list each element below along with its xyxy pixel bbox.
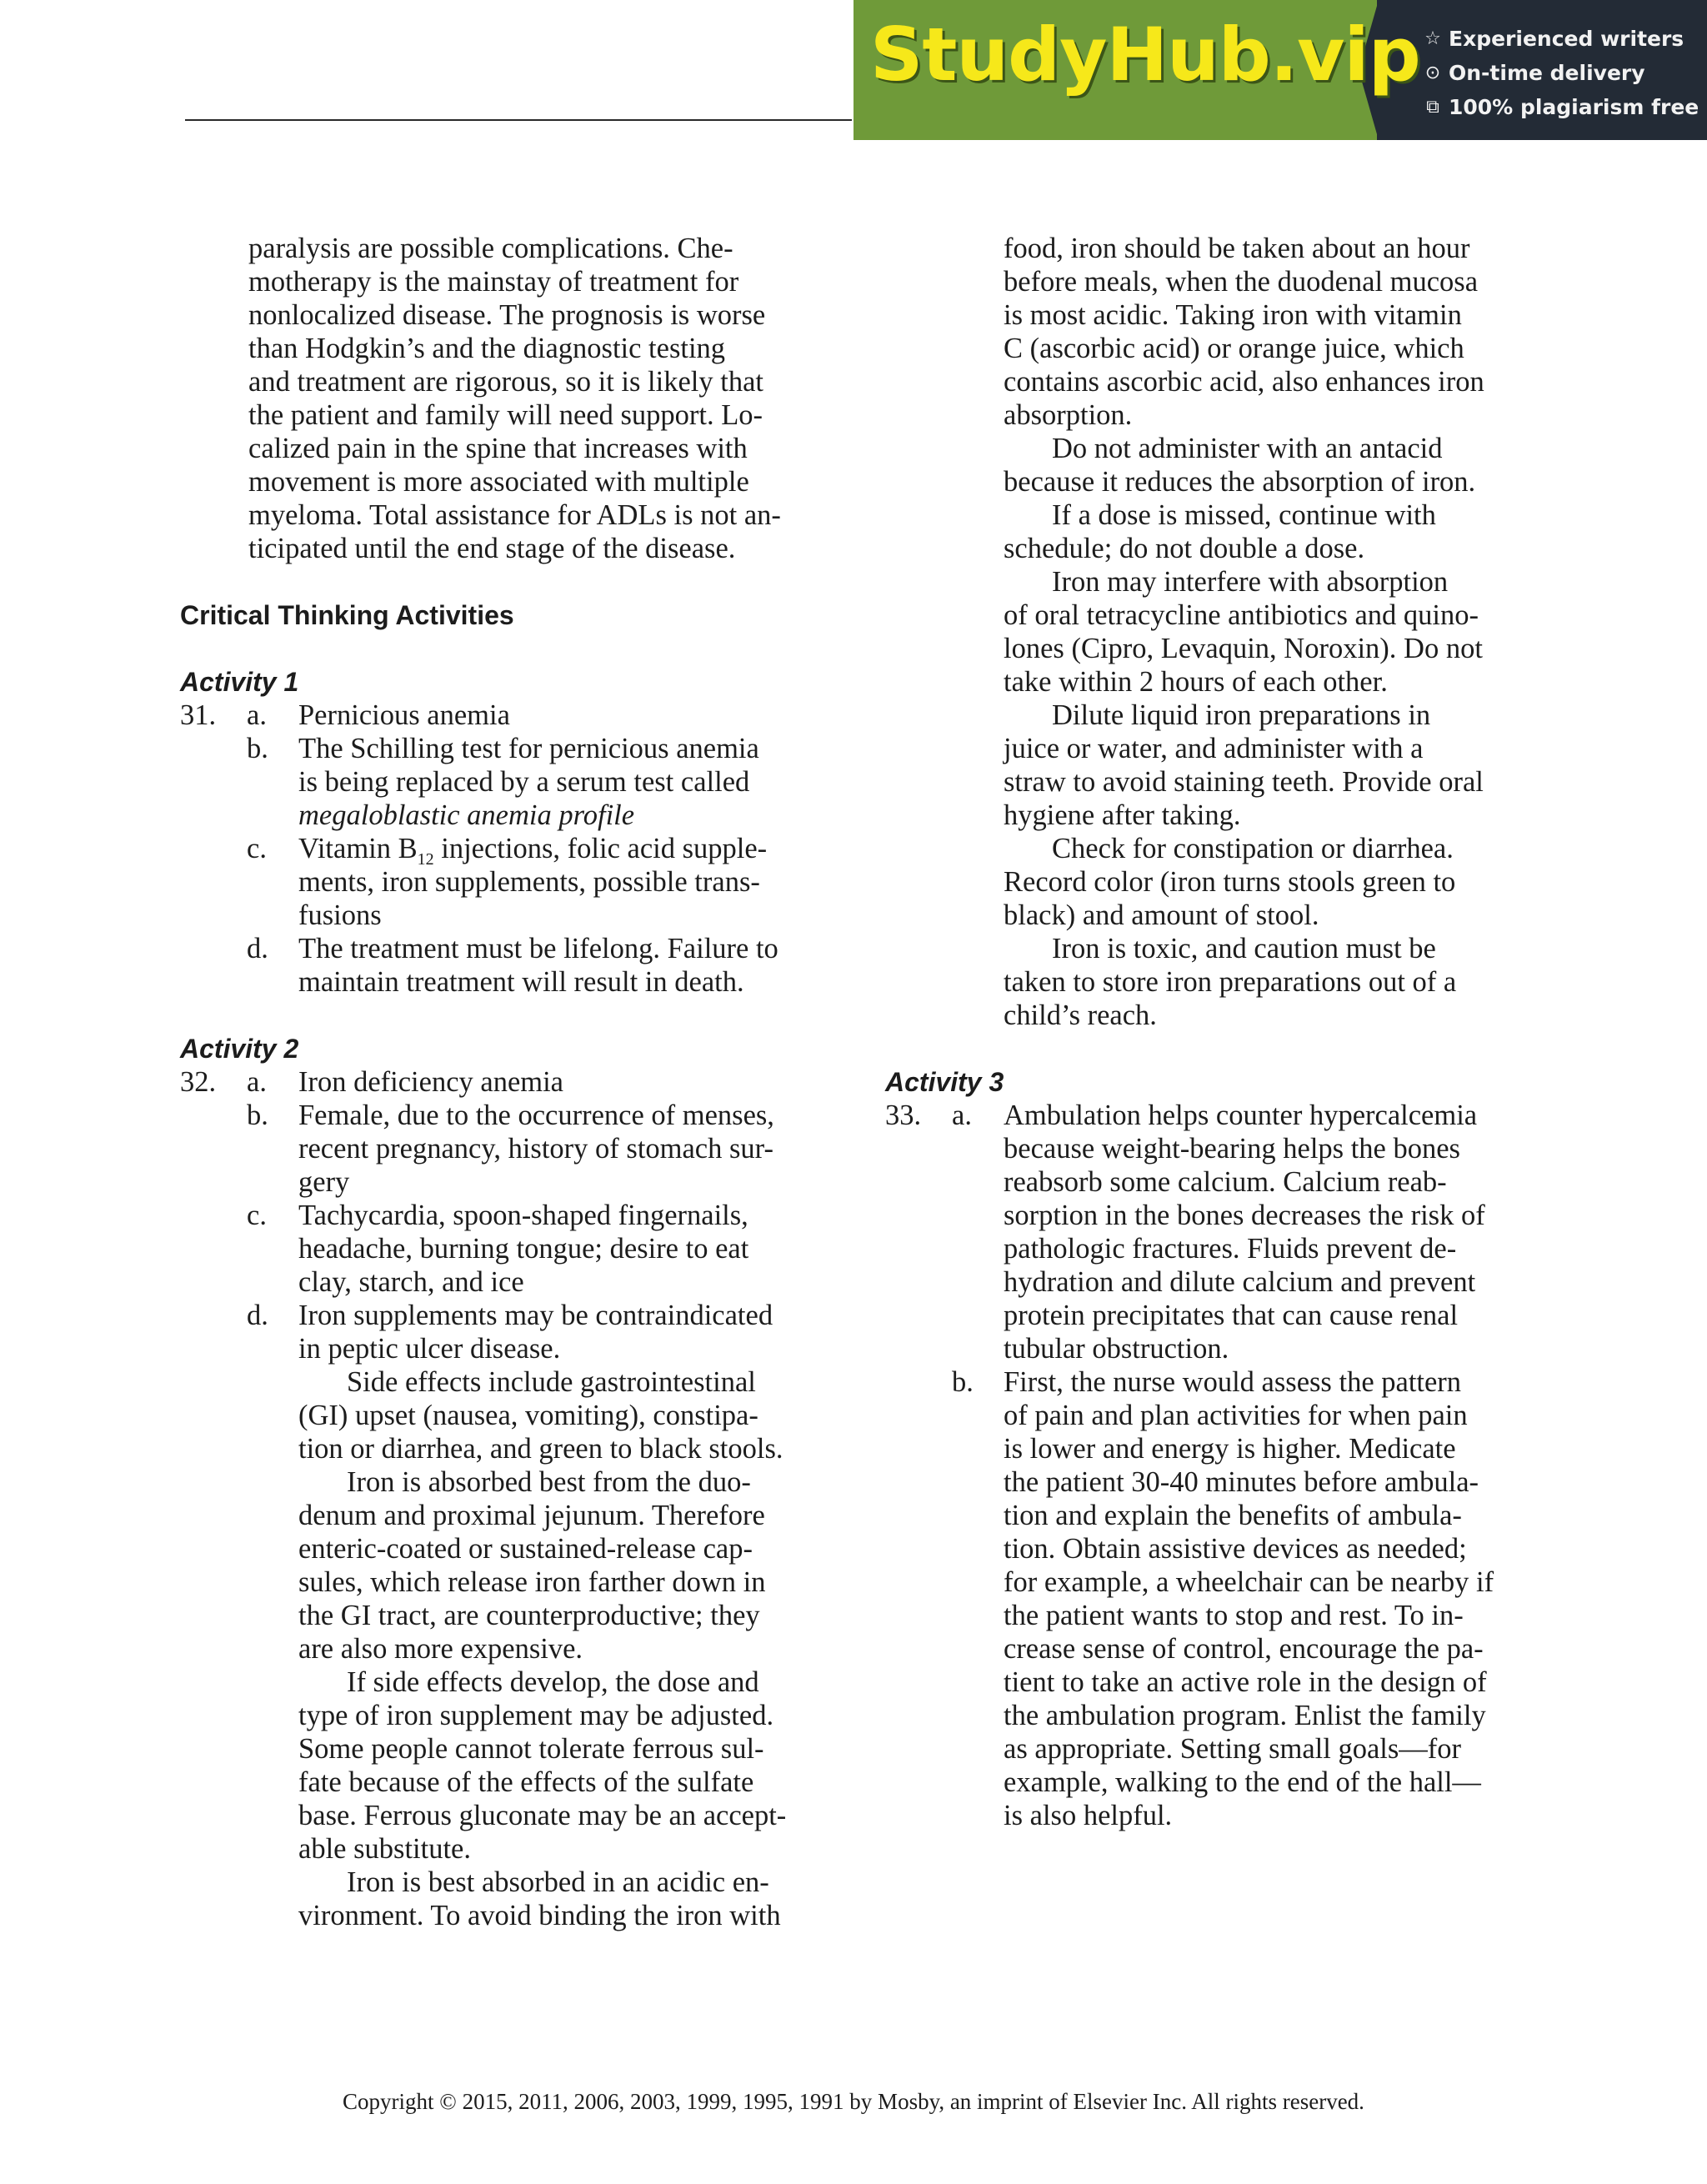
item-text: Vitamin B xyxy=(298,833,418,864)
text-line: tubular obstruction. xyxy=(1004,1333,1229,1365)
item-letter: a. xyxy=(952,1100,972,1131)
left-column xyxy=(180,232,822,1932)
item-32c xyxy=(180,1199,822,1232)
text-line: child’s reach. xyxy=(1004,999,1157,1031)
text-line: contains ascorbic acid, also enhances iron xyxy=(1004,366,1484,398)
text-line: schedule; do not double a dose. xyxy=(1004,533,1365,564)
item-letter: d. xyxy=(247,1300,268,1331)
text-line: vironment. To avoid binding the iron with xyxy=(298,1900,781,1931)
text-line: ments, iron supplements, possible trans- xyxy=(298,866,760,898)
text-line: absorption. xyxy=(1004,399,1133,431)
item-32d xyxy=(180,1299,822,1332)
text-line: ticipated until the end stage of the disease. xyxy=(248,533,736,564)
item-letter: a. xyxy=(247,1066,267,1098)
activity-3-heading: Activity 3 xyxy=(885,1067,1004,1097)
feature-text: 100% plagiarism free xyxy=(1449,95,1699,119)
item-text: injections, folic acid supple- xyxy=(433,833,768,864)
text-line: motherapy is the mainstay of treatment for xyxy=(248,266,739,298)
para-first-line: Side effects include gastrointestinal xyxy=(347,1366,756,1398)
text-line: Record color (iron turns stools green to xyxy=(1004,866,1456,898)
item-text: Iron supplements may be contraindicated xyxy=(298,1300,773,1331)
item-letter: b. xyxy=(247,733,268,764)
text-line: denum and proximal jejunum. Therefore xyxy=(298,1500,765,1531)
text-line: calized pain in the spine that increases with xyxy=(248,433,748,464)
star-outline-icon: ☆ xyxy=(1424,28,1441,49)
feature-text: Experienced writers xyxy=(1449,27,1684,51)
text-line xyxy=(885,699,1535,732)
text-line xyxy=(180,1365,822,1399)
item-31d xyxy=(180,932,822,965)
text-line: is most acidic. Taking iron with vitamin xyxy=(1004,299,1462,331)
item-31a xyxy=(180,699,822,732)
feature-plagiarism-free xyxy=(1422,90,1699,124)
para-first-line: Dilute liquid iron preparations in xyxy=(1052,699,1431,731)
header-rule xyxy=(185,119,852,121)
text-line: tion. Obtain assistive devices as needed; xyxy=(1004,1533,1467,1565)
text-line: myeloma. Total assistance for ADLs is not an- xyxy=(248,499,781,531)
text-line: gery xyxy=(298,1166,350,1198)
text-line: (GI) upset (nausea, vomiting), constipa- xyxy=(298,1400,758,1431)
text-line: tient to take an active role in the design of xyxy=(1004,1666,1487,1698)
text-line: megaloblastic anemia profile xyxy=(298,799,635,831)
copy-icon: ⧉ xyxy=(1426,97,1439,118)
item-text: Ambulation helps counter hypercalcemia xyxy=(1004,1100,1478,1131)
item-text: Female, due to the occurrence of menses, xyxy=(298,1100,774,1131)
para-first-line: If a dose is missed, continue with xyxy=(1052,499,1436,531)
para-first-line: Iron is absorbed best from the duo- xyxy=(347,1466,751,1498)
text-line: is also helpful. xyxy=(1004,1800,1173,1831)
item-number: 31. xyxy=(180,699,217,731)
text-line: the patient 30-40 minutes before ambula- xyxy=(1004,1466,1479,1498)
text-line: sules, which release iron farther down in xyxy=(298,1566,766,1598)
text-line: nonlocalized disease. The prognosis is worse xyxy=(248,299,766,331)
text-line: the ambulation program. Enlist the family xyxy=(1004,1700,1486,1731)
item-letter: b. xyxy=(247,1100,268,1131)
text-line: because weight-bearing helps the bones xyxy=(1004,1133,1460,1165)
item-letter: c. xyxy=(247,833,267,864)
text-line: pathologic fractures. Fluids prevent de- xyxy=(1004,1233,1457,1265)
text-line: and treatment are rigorous, so it is likely that xyxy=(248,366,763,398)
item-31c xyxy=(180,832,822,869)
text-line: the patient wants to stop and rest. To in- xyxy=(1004,1600,1464,1631)
section-heading: Critical Thinking Activities xyxy=(180,600,514,630)
text-line: because it reduces the absorption of iron. xyxy=(1004,466,1476,498)
item-text: Pernicious anemia xyxy=(298,699,510,731)
text-line: are also more expensive. xyxy=(298,1633,583,1665)
para-first-line: Iron is best absorbed in an acidic en- xyxy=(347,1866,769,1898)
item-number: 32. xyxy=(180,1066,217,1098)
text-line: protein precipitates that can cause renal xyxy=(1004,1300,1459,1331)
item-32a xyxy=(180,1065,822,1099)
text-line: type of iron supplement may be adjusted. xyxy=(298,1700,774,1731)
text-line: crease sense of control, encourage the pa- xyxy=(1004,1633,1484,1665)
right-column xyxy=(885,232,1535,1832)
para-first-line: Iron is toxic, and caution must be xyxy=(1052,933,1436,964)
item-letter: d. xyxy=(247,933,268,964)
item-text: Iron deficiency anemia xyxy=(298,1066,563,1098)
text-line: in peptic ulcer disease. xyxy=(298,1333,561,1365)
text-line: is being replaced by a serum test called xyxy=(298,766,750,798)
banner-features xyxy=(1422,22,1699,124)
text-line xyxy=(885,932,1535,965)
text-line: for example, a wheelchair can be nearby if xyxy=(1004,1566,1494,1598)
text-line: base. Ferrous gluconate may be an accept- xyxy=(298,1800,787,1831)
clock-icon: ⊙ xyxy=(1424,63,1441,83)
item-number: 33. xyxy=(885,1100,922,1131)
intro-paragraph xyxy=(180,232,822,565)
item-text: The Schilling test for pernicious anemia xyxy=(298,733,759,764)
text-line: the patient and family will need support. Lo- xyxy=(248,399,763,431)
item-31b xyxy=(180,732,822,765)
text-line xyxy=(180,1866,822,1899)
text-line: headache, burning tongue; desire to eat xyxy=(298,1233,749,1265)
feature-text: On-time delivery xyxy=(1449,61,1645,85)
text-line: Some people cannot tolerate ferrous sul- xyxy=(298,1733,764,1765)
text-line: hygiene after taking. xyxy=(1004,799,1241,831)
item-text: Tachycardia, spoon-shaped fingernails, xyxy=(298,1200,748,1231)
text-line xyxy=(885,832,1535,865)
item-letter: a. xyxy=(247,699,267,731)
text-line: the GI tract, are counterproductive; they xyxy=(298,1600,760,1631)
text-line: sorption in the bones decreases the risk of xyxy=(1004,1200,1485,1231)
text-line: taken to store iron preparations out of a xyxy=(1004,966,1457,998)
activity-2-heading: Activity 2 xyxy=(180,1034,299,1064)
text-line xyxy=(180,1465,822,1499)
studyhub-logo[interactable]: StudyHub.vip xyxy=(870,12,1420,98)
text-line: tion and explain the benefits of ambula- xyxy=(1004,1500,1462,1531)
text-line: enteric-coated or sustained-release cap- xyxy=(298,1533,753,1565)
text-line xyxy=(885,498,1535,532)
para-first-line: If side effects develop, the dose and xyxy=(347,1666,759,1698)
text-line: is lower and energy is higher. Medicate xyxy=(1004,1433,1456,1465)
text-line: able substitute. xyxy=(298,1833,471,1865)
item-text: First, the nurse would assess the pattern xyxy=(1004,1366,1462,1398)
text-line: recent pregnancy, history of stomach sur- xyxy=(298,1133,773,1165)
text-line: tion or diarrhea, and green to black stools. xyxy=(298,1433,783,1465)
text-line: C (ascorbic acid) or orange juice, which xyxy=(1004,333,1464,364)
text-line xyxy=(885,565,1535,599)
item-33b xyxy=(885,1365,1535,1399)
item-text: The treatment must be lifelong. Failure to xyxy=(298,933,778,964)
text-line: maintain treatment will result in death. xyxy=(298,966,744,998)
text-line: straw to avoid staining teeth. Provide oral xyxy=(1004,766,1484,798)
text-line: paralysis are possible complications. Che- xyxy=(248,233,733,264)
text-line: hydration and dilute calcium and prevent xyxy=(1004,1266,1476,1298)
text-line: food, iron should be taken about an hour xyxy=(1004,233,1470,264)
text-line: movement is more associated with multiple xyxy=(248,466,749,498)
text-line: as appropriate. Setting small goals—for xyxy=(1004,1733,1462,1765)
activity-1-heading: Activity 1 xyxy=(180,667,299,697)
item-32b xyxy=(180,1099,822,1132)
subscript: 12 xyxy=(417,849,434,869)
text-line: juice or water, and administer with a xyxy=(1004,733,1424,764)
item-letter: b. xyxy=(952,1366,974,1398)
text-line: fusions xyxy=(298,899,382,931)
para-first-line: Do not administer with an antacid xyxy=(1052,433,1443,464)
text-line: take within 2 hours of each other. xyxy=(1004,666,1388,698)
text-line: clay, starch, and ice xyxy=(298,1266,524,1298)
text-line xyxy=(180,1666,822,1699)
text-line: of oral tetracycline antibiotics and quino- xyxy=(1004,599,1479,631)
text-line: lones (Cipro, Levaquin, Noroxin). Do not xyxy=(1004,633,1483,664)
text-line: of pain and plan activities for when pain xyxy=(1004,1400,1468,1431)
feature-on-time-delivery xyxy=(1422,56,1699,90)
text-line: black) and amount of stool. xyxy=(1004,899,1319,931)
copyright-footer: Copyright © 2015, 2011, 2006, 2003, 1999, 1995, 1991 by Mosby, an imprint of Elsevier Inc. All rights reserved. xyxy=(343,2089,1364,2114)
text-line: than Hodgkin’s and the diagnostic testing xyxy=(248,333,726,364)
para-first-line: Iron may interfere with absorption xyxy=(1052,566,1449,598)
text-line: example, walking to the end of the hall— xyxy=(1004,1766,1481,1798)
text-line: fate because of the effects of the sulfate xyxy=(298,1766,754,1798)
item-letter: c. xyxy=(247,1200,267,1231)
item-33a xyxy=(885,1099,1535,1132)
text-line: before meals, when the duodenal mucosa xyxy=(1004,266,1479,298)
feature-experienced-writers xyxy=(1422,22,1699,56)
studyhub-banner[interactable] xyxy=(854,0,1707,140)
para-first-line: Check for constipation or diarrhea. xyxy=(1052,833,1454,864)
text-line: reabsorb some calcium. Calcium reab- xyxy=(1004,1166,1447,1198)
text-line xyxy=(885,432,1535,465)
